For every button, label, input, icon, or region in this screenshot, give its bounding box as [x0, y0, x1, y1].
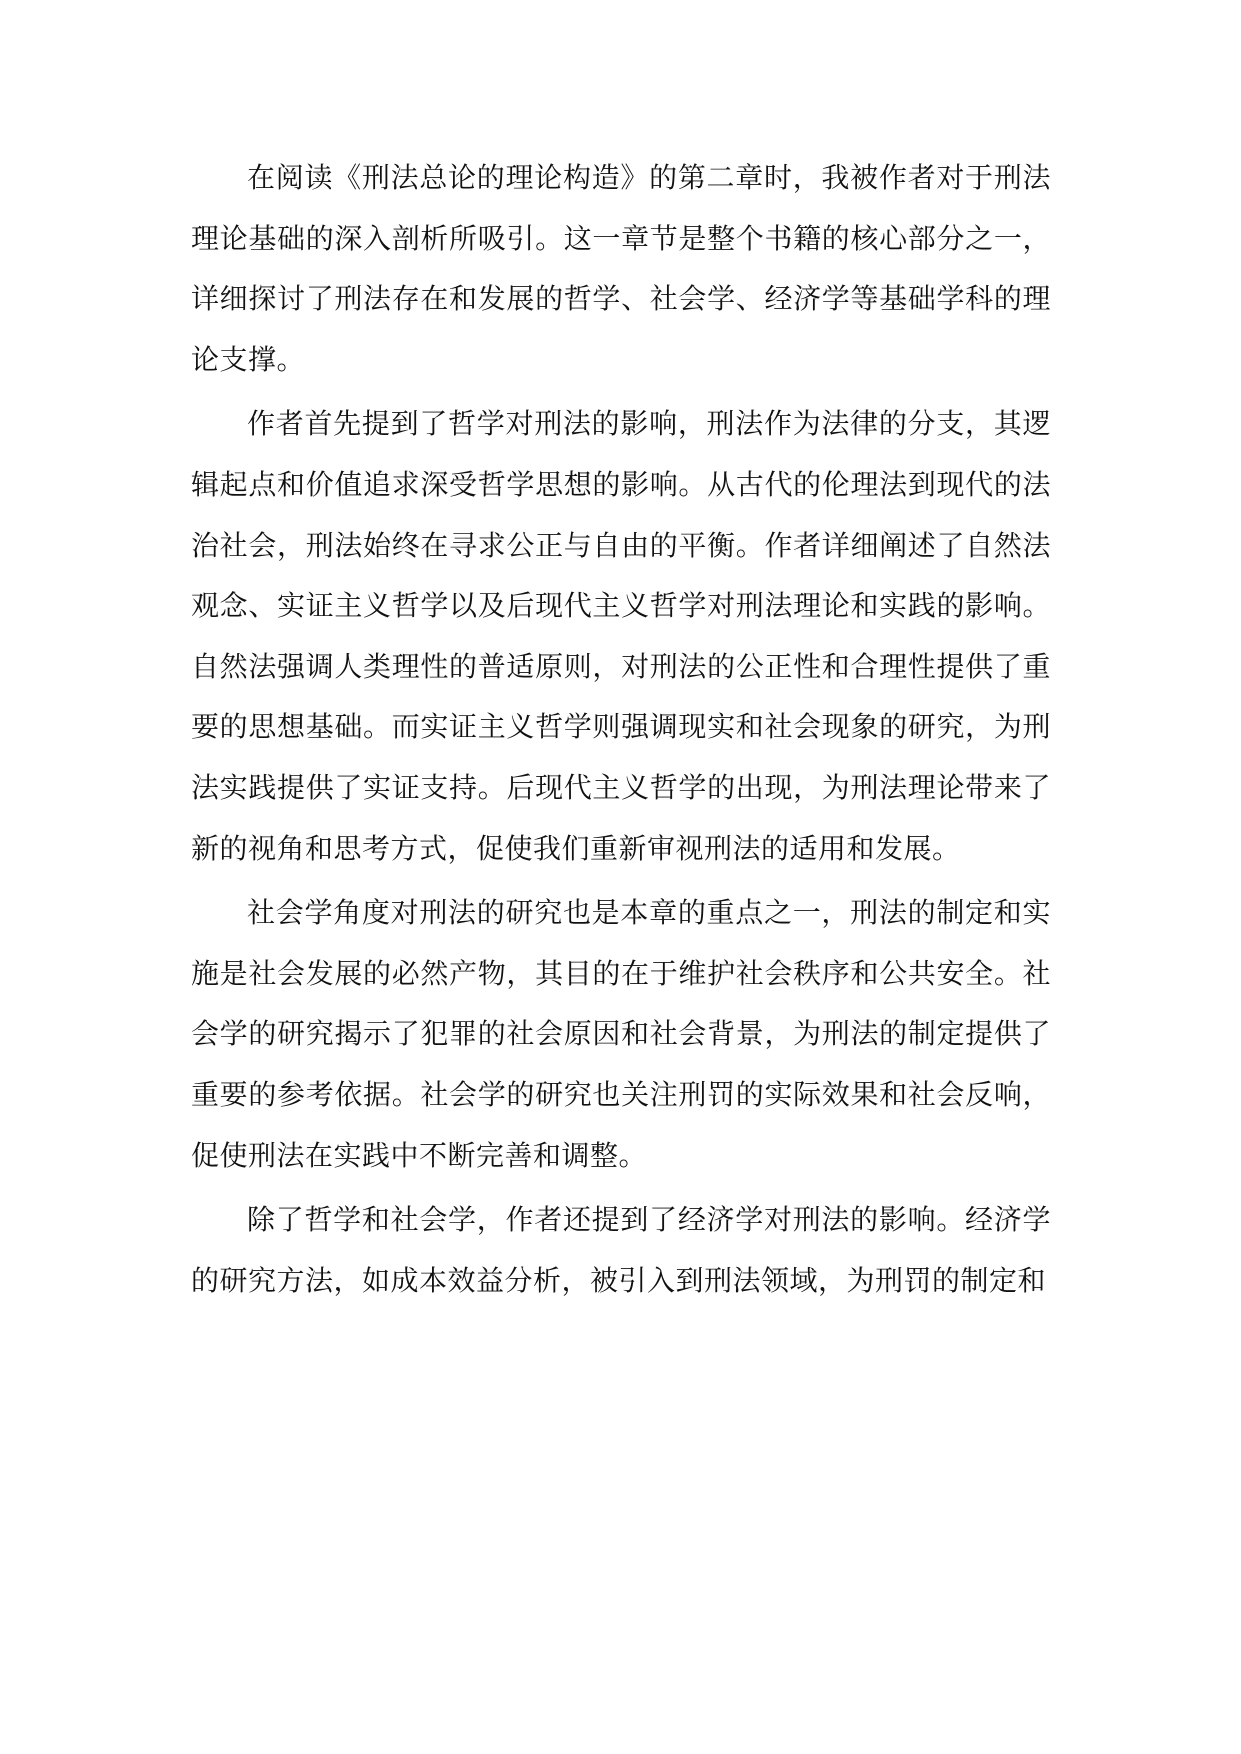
paragraph-1: 在阅读《刑法总论的理论构造》的第二章时，我被作者对于刑法理论基础的深入剖析所吸引。这一章节是整个书籍的核心部分之一，详细探讨了刑法存在和发展的哲学、社会学、经济学等基础学科的理论支撑。: [191, 161, 1051, 376]
paragraph-2: 作者首先提到了哲学对刑法的影响，刑法作为法律的分支，其逻辑起点和价值追求深受哲学思想的影响。从古代的伦理法到现代的法治社会，刑法始终在寻求公正与自由的平衡。作者详细阐述了自然法观念、实证主义哲学以及后现代主义哲学对刑法理论和实践的影响。自然法强调人类理性的普适原则，对刑法的公正性和合理性提供了重要的思想基础。而实证主义哲学则强调现实和社会现象的研究，为刑法实践提供了实证支持。后现代主义哲学的出现，为刑法理论带来了新的视角和思考方式，促使我们重新审视刑法的适用和发展。: [191, 407, 1051, 865]
paragraph-3: 社会学角度对刑法的研究也是本章的重点之一，刑法的制定和实施是社会发展的必然产物，其目的在于维护社会秩序和公共安全。社会学的研究揭示了犯罪的社会原因和社会背景，为刑法的制定提供了重要的参考依据。社会学的研究也关注刑罚的实际效果和社会反响，促使刑法在实践中不断完善和调整。: [191, 896, 1051, 1172]
paragraph-4: 除了哲学和社会学，作者还提到了经济学对刑法的影响。经济学的研究方法，如成本效益分析，被引入到刑法领域，为刑罚的制定和: [191, 1203, 1051, 1297]
document-body: [191, 148, 1051, 1315]
